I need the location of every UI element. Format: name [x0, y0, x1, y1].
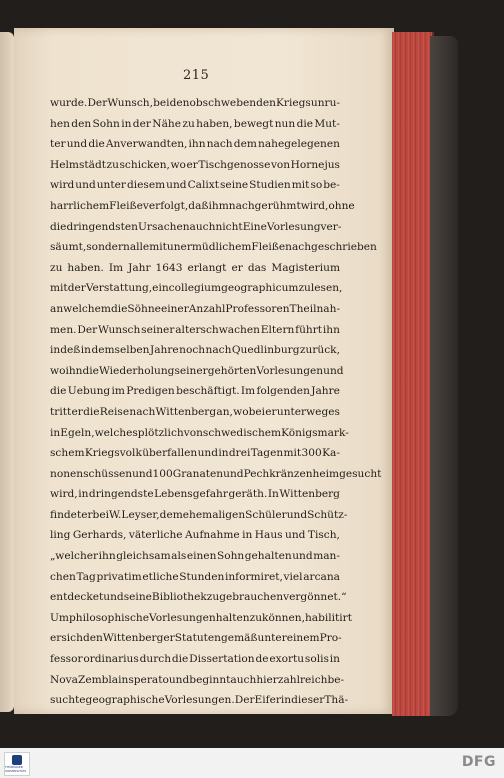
- word: Tisch,: [307, 529, 340, 542]
- word: nun: [274, 117, 296, 130]
- word: ihn: [98, 550, 116, 563]
- word: plötzlich: [137, 426, 184, 439]
- word: unter: [96, 179, 126, 192]
- word: wurde.: [50, 97, 88, 109]
- text-line: [50, 402, 340, 423]
- word: ohne: [328, 199, 355, 212]
- word: an,: [216, 405, 233, 418]
- word: 300: [301, 447, 322, 460]
- library-logo-icon: [12, 755, 22, 765]
- word: Theil: [289, 302, 317, 315]
- word: beginnt: [189, 673, 231, 686]
- word: Eifer: [254, 694, 281, 707]
- word: Tagen: [250, 447, 284, 460]
- word: in: [80, 344, 91, 357]
- page-number: 215: [183, 68, 210, 83]
- text-line: [50, 649, 340, 670]
- word: den: [169, 97, 190, 109]
- word: er: [81, 508, 93, 521]
- word: „welcher: [50, 550, 99, 563]
- word: zu: [182, 117, 195, 130]
- word: durch: [139, 653, 172, 666]
- word: Pechkränzen: [243, 467, 313, 480]
- word: er: [231, 261, 243, 274]
- word: und: [285, 529, 306, 542]
- word: Bibliothek: [151, 591, 207, 604]
- word: Studien: [249, 179, 291, 192]
- word: einem: [286, 632, 320, 645]
- word: Reise: [99, 405, 130, 418]
- word: Eltern: [260, 323, 295, 336]
- word: in: [78, 488, 89, 501]
- text-line: [50, 258, 340, 279]
- word: exortu: [269, 653, 305, 666]
- word: in: [242, 529, 253, 542]
- word: zu: [249, 611, 263, 624]
- word: nicht: [215, 220, 243, 233]
- word: nachgerühmt: [228, 199, 301, 212]
- word: Verstattung,: [85, 282, 153, 295]
- word: Calixt: [187, 179, 219, 192]
- viewer-footer: [0, 748, 504, 778]
- word: bewegt: [233, 117, 274, 130]
- text-line: [50, 587, 347, 608]
- word: suchte: [50, 694, 86, 707]
- word: Egeln,: [60, 426, 95, 439]
- text-line: [50, 361, 344, 382]
- word: habilitirt: [304, 611, 353, 624]
- word: unermüdlichem: [166, 241, 252, 254]
- word: informiret,: [224, 570, 283, 583]
- word: ihm: [208, 199, 229, 212]
- word: in: [121, 117, 132, 130]
- word: mit: [291, 179, 310, 192]
- word: hier: [256, 673, 278, 686]
- word: Königsmark-: [281, 426, 349, 439]
- word: Gerhards,: [72, 529, 127, 542]
- word: die: [296, 117, 314, 130]
- word: Hornejus: [290, 158, 340, 171]
- word: alterschwachen: [175, 323, 260, 336]
- word: In: [267, 488, 279, 501]
- word: obschwebenden: [189, 97, 276, 109]
- word: Söhne: [127, 302, 161, 315]
- word: Stunden: [179, 570, 225, 583]
- word: ehemaligen: [182, 508, 246, 521]
- word: dringendsten: [66, 220, 138, 233]
- word: collegium: [168, 282, 222, 295]
- word: der: [67, 282, 86, 295]
- word: W.: [109, 508, 122, 521]
- word: Zembla: [77, 673, 119, 686]
- word: dringendste: [88, 488, 154, 501]
- text-line: [50, 423, 349, 444]
- word: chen: [50, 570, 76, 583]
- word: 1643: [155, 261, 183, 274]
- word: Wunsch: [98, 323, 141, 336]
- word: der: [132, 117, 151, 130]
- word: solis: [304, 653, 329, 666]
- word: unterweges: [276, 405, 340, 418]
- word: väterliche: [128, 529, 183, 542]
- word: und: [223, 467, 244, 480]
- word: Eine: [242, 220, 267, 233]
- text-line: [50, 381, 340, 402]
- word: wo: [50, 364, 66, 377]
- word: geräth.: [228, 488, 268, 501]
- word: den: [71, 117, 92, 130]
- word: entdecket: [50, 591, 104, 604]
- text-line: [50, 175, 340, 196]
- word: auch: [189, 220, 216, 233]
- text-line: [50, 155, 340, 176]
- word: Um: [50, 611, 69, 624]
- word: die: [83, 405, 100, 418]
- word: können,: [262, 611, 305, 624]
- word: demselben: [91, 344, 150, 357]
- word: zu: [106, 158, 119, 171]
- word: Dissertation: [189, 653, 255, 666]
- word: er: [71, 405, 83, 418]
- word: ihn: [188, 138, 206, 151]
- word: Sohn: [216, 550, 245, 563]
- word: Sohn: [92, 117, 120, 130]
- word: Wiederholung: [98, 364, 175, 377]
- word: heimgesucht: [312, 467, 382, 480]
- word: säumt,: [50, 241, 87, 254]
- word: geographische: [85, 694, 165, 707]
- word: dem: [159, 508, 183, 521]
- word: vergönnet.“: [283, 591, 347, 604]
- word: Jahre: [149, 344, 179, 357]
- word: Fleiße: [109, 199, 143, 212]
- word: und: [166, 179, 187, 192]
- word: und: [292, 550, 313, 563]
- word: Wittenberger: [102, 632, 175, 645]
- word: haben,: [196, 117, 233, 130]
- facing-page-edge: [0, 32, 14, 712]
- word: Nova: [50, 673, 78, 686]
- word: überfallen: [142, 447, 198, 460]
- word: privatim: [96, 570, 142, 583]
- word: in: [329, 653, 340, 666]
- word: nonenschüssen: [50, 467, 133, 480]
- word: er: [265, 405, 277, 418]
- word: Mut-: [314, 117, 340, 130]
- word: Magisterium: [271, 261, 340, 274]
- word: Schüler: [245, 508, 287, 521]
- word: Der: [234, 694, 255, 707]
- word: einer: [160, 302, 189, 315]
- word: seiner: [174, 364, 208, 377]
- text-line: [50, 628, 340, 649]
- text-line: [50, 237, 377, 258]
- word: Wunsch,: [107, 97, 153, 109]
- book-cover: [430, 36, 458, 716]
- word: ein: [152, 282, 169, 295]
- word: sich: [61, 632, 83, 645]
- word: Helmstädt: [50, 158, 106, 171]
- word: arcana: [303, 570, 340, 583]
- word: seine: [123, 591, 152, 604]
- word: Im: [240, 385, 256, 398]
- word: von: [270, 158, 291, 171]
- word: sondern: [86, 241, 130, 254]
- word: zahlreich: [277, 673, 328, 686]
- word: die: [88, 138, 105, 151]
- word: erlangt: [187, 261, 227, 274]
- word: in: [50, 426, 61, 439]
- word: bei: [153, 97, 170, 109]
- word: so: [310, 179, 323, 192]
- word: man-: [313, 550, 340, 563]
- word: nahegelegenen: [258, 138, 340, 151]
- word: und: [286, 508, 308, 521]
- text-line: [50, 608, 353, 629]
- text-line: [50, 546, 340, 567]
- word: er: [50, 632, 62, 645]
- word: Anverwandten,: [105, 138, 188, 151]
- word: insperato: [118, 673, 169, 686]
- word: zu: [206, 591, 220, 604]
- word: den: [82, 632, 103, 645]
- text-line: [50, 670, 345, 691]
- text-line: [50, 567, 340, 588]
- word: seiner: [141, 323, 175, 336]
- text-line: [50, 443, 340, 464]
- word: men.: [50, 323, 77, 336]
- word: Thä-: [324, 694, 349, 707]
- word: gebrauchen: [219, 591, 284, 604]
- word: ordinarius: [83, 653, 139, 666]
- word: gemäß: [221, 632, 258, 645]
- word: diesem: [126, 179, 166, 192]
- word: be-: [323, 179, 340, 192]
- word: Quedlinburg: [231, 344, 300, 357]
- word: nach: [206, 138, 233, 151]
- word: Vorlesung: [266, 220, 321, 233]
- word: gehalten: [244, 550, 292, 563]
- word: Granaten: [172, 467, 224, 480]
- word: tritt: [50, 405, 72, 418]
- word: verfolgt,: [142, 199, 189, 212]
- word: auch: [230, 673, 257, 686]
- word: und: [66, 138, 88, 151]
- word: be-: [327, 673, 345, 686]
- text-line: [50, 525, 340, 546]
- word: bei: [92, 508, 109, 521]
- body-text: [50, 93, 382, 711]
- word: und: [197, 447, 219, 460]
- word: geographicum: [221, 282, 299, 295]
- word: und: [168, 673, 190, 686]
- word: nah-: [316, 302, 341, 315]
- word: folgenden: [256, 385, 310, 398]
- text-line: [50, 299, 340, 320]
- word: de: [255, 653, 269, 666]
- word: mit: [50, 282, 68, 295]
- word: Lebensgefahr: [154, 488, 228, 501]
- word: mit: [283, 447, 302, 460]
- word: zurück,: [299, 344, 340, 357]
- word: Jahre: [311, 385, 340, 398]
- word: als: [171, 550, 187, 563]
- word: Wittenberg: [279, 488, 340, 501]
- word: die: [171, 653, 189, 666]
- word: viel: [283, 570, 303, 583]
- word: in: [280, 694, 292, 707]
- word: zu: [50, 261, 63, 274]
- word: Schütz-: [307, 508, 348, 521]
- text-line: [50, 320, 340, 341]
- word: Vorlesungen: [256, 364, 324, 377]
- word: dieser: [291, 694, 325, 707]
- word: beschäftigt.: [176, 385, 240, 398]
- word: haben.: [67, 261, 104, 274]
- page-block-red-edge: [392, 32, 434, 716]
- word: im: [111, 385, 125, 398]
- word: ihn: [65, 364, 83, 377]
- word: harrlichem: [50, 199, 110, 212]
- library-logo[interactable]: [4, 752, 30, 776]
- word: Leyser,: [121, 508, 160, 521]
- word: Professoren: [225, 302, 290, 315]
- word: Der: [77, 323, 98, 336]
- text-line: [50, 340, 340, 361]
- word: Uebung: [67, 385, 111, 398]
- word: die: [50, 220, 67, 233]
- word: wobei: [233, 405, 266, 418]
- word: Vorlesungen: [149, 611, 216, 624]
- text-line: [50, 93, 340, 114]
- text-line: [50, 464, 382, 485]
- word: mit: [149, 241, 167, 254]
- word: er: [186, 158, 198, 171]
- word: die: [50, 385, 67, 398]
- word: gleichsam: [116, 550, 171, 563]
- word: gehörten: [207, 364, 257, 377]
- word: und: [323, 364, 344, 377]
- word: indeß: [50, 344, 81, 357]
- text-line: [50, 690, 349, 711]
- word: einen: [186, 550, 217, 563]
- word: Aufnahme: [185, 529, 240, 542]
- word: Anzahl: [188, 302, 226, 315]
- word: lesen,: [310, 282, 343, 295]
- word: das: [247, 261, 267, 274]
- word: Predigen: [126, 385, 175, 398]
- word: philosophische: [68, 611, 150, 624]
- word: Im: [108, 261, 124, 274]
- text-line: [50, 505, 348, 526]
- word: welchem: [63, 302, 111, 315]
- word: fessor: [50, 653, 83, 666]
- text-line: [50, 484, 340, 505]
- word: schicken,: [119, 158, 170, 171]
- library-logo-text: THÜRINGER UNIVERSITÄTS: [5, 765, 27, 773]
- word: die: [82, 364, 99, 377]
- word: Der: [87, 97, 108, 109]
- text-line: [50, 134, 340, 155]
- word: findet: [50, 508, 82, 521]
- word: ling: [50, 529, 71, 542]
- word: unter: [257, 632, 287, 645]
- word: Ka-: [322, 447, 340, 460]
- word: Tag: [76, 570, 96, 583]
- dfg-logo[interactable]: DFG: [461, 754, 496, 770]
- word: schwedischem: [202, 426, 282, 439]
- word: schem: [50, 447, 85, 460]
- word: nach: [205, 344, 232, 357]
- word: führt: [295, 323, 323, 336]
- word: etliche: [142, 570, 179, 583]
- word: Nähe: [152, 117, 181, 130]
- word: Fleiße: [251, 241, 286, 254]
- word: wo: [170, 158, 186, 171]
- word: welches: [94, 426, 138, 439]
- word: von: [183, 426, 203, 439]
- word: wird,: [300, 199, 329, 212]
- word: Vorlesungen.: [164, 694, 235, 707]
- word: Tischgenosse: [198, 158, 271, 171]
- word: in: [218, 447, 229, 460]
- word: zu: [298, 282, 311, 295]
- word: ter: [50, 138, 66, 151]
- word: alle: [129, 241, 150, 254]
- word: nach: [129, 405, 156, 418]
- word: daß: [188, 199, 209, 212]
- word: dem: [233, 138, 257, 151]
- word: hen: [50, 117, 70, 130]
- word: seine: [219, 179, 249, 192]
- word: ihn: [322, 323, 340, 336]
- word: an: [50, 302, 64, 315]
- word: noch: [179, 344, 206, 357]
- text-line: [50, 196, 355, 217]
- word: Jahr: [128, 261, 151, 274]
- word: Statuten: [174, 632, 222, 645]
- word: wird: [50, 179, 75, 192]
- word: die: [110, 302, 128, 315]
- word: und: [75, 179, 96, 192]
- word: Pro-: [319, 632, 342, 645]
- word: Haus: [254, 529, 283, 542]
- word: wird,: [50, 488, 78, 501]
- word: Ursachen: [137, 220, 190, 233]
- word: Kriegsvolk: [84, 447, 142, 460]
- word: Kriegsunru-: [276, 97, 340, 109]
- text-line: [50, 217, 340, 238]
- word: halten: [215, 611, 250, 624]
- text-line: [50, 114, 340, 135]
- text-line: [50, 278, 343, 299]
- word: ver-: [320, 220, 342, 233]
- word: 100: [152, 467, 173, 480]
- word: Wittenberg: [155, 405, 217, 418]
- word: nachgeschrieben: [285, 241, 377, 254]
- word: drei: [228, 447, 251, 460]
- word: und: [132, 467, 153, 480]
- word: und: [103, 591, 124, 604]
